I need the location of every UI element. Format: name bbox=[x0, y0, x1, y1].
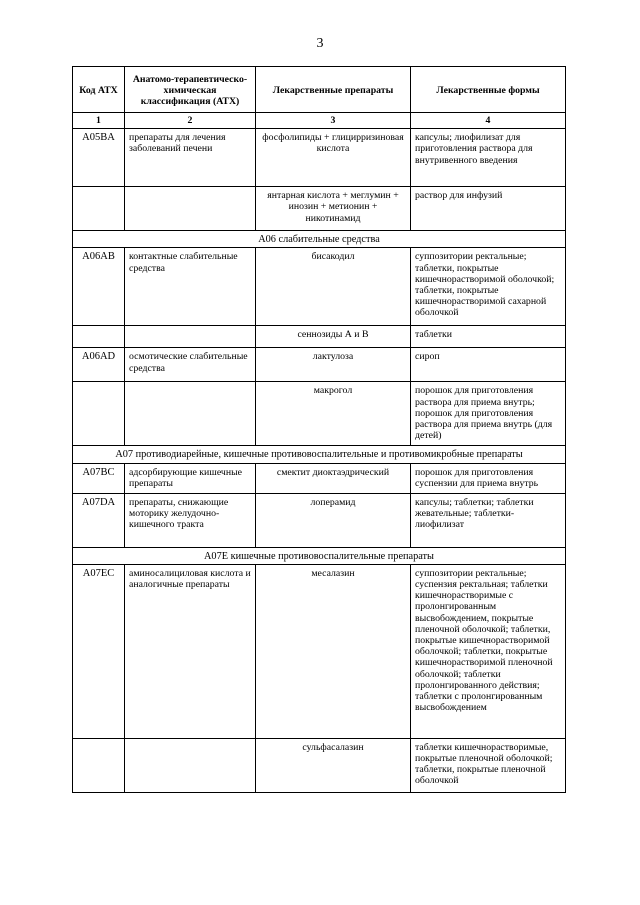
table-row bbox=[73, 463, 566, 493]
column-number: 3 bbox=[256, 113, 411, 129]
drug-forms: сироп bbox=[411, 348, 566, 382]
atx-class: аминосалициловая кислота и аналогичные препараты bbox=[125, 564, 256, 738]
drug-name: янтарная кислота + меглумин + инозин + метионин + никотинамид bbox=[256, 187, 411, 231]
group-row bbox=[73, 231, 566, 248]
header-drugs: Лекарственные препараты bbox=[256, 67, 411, 113]
atx-class-empty bbox=[125, 738, 256, 792]
atx-class: препараты, снижающие моторику желудочно-кишечного тракта bbox=[125, 493, 256, 547]
group-row bbox=[73, 547, 566, 564]
drug-name: сеннозиды А и В bbox=[256, 326, 411, 348]
drug-name: лоперамид bbox=[256, 493, 411, 547]
atx-code-empty bbox=[73, 326, 125, 348]
group-heading: A07 противодиарейные, кишечные противовоспалительные и противомикробные препараты bbox=[73, 446, 566, 463]
table-row bbox=[73, 382, 566, 446]
atx-code-empty bbox=[73, 738, 125, 792]
drug-name: смектит диоктаэдрический bbox=[256, 463, 411, 493]
atx-class-empty bbox=[125, 382, 256, 446]
table-row bbox=[73, 187, 566, 231]
atx-code: A05BA bbox=[73, 129, 125, 187]
header-forms: Лекарственные формы bbox=[411, 67, 566, 113]
drug-name: месалазин bbox=[256, 564, 411, 738]
drug-name: фосфолипиды + глицирризиновая кислота bbox=[256, 129, 411, 187]
column-number: 4 bbox=[411, 113, 566, 129]
atx-code: A06AB bbox=[73, 248, 125, 326]
group-row bbox=[73, 446, 566, 463]
atx-code: A07BC bbox=[73, 463, 125, 493]
atx-code: A07DA bbox=[73, 493, 125, 547]
drug-forms: таблетки bbox=[411, 326, 566, 348]
table-row bbox=[73, 564, 566, 738]
column-number-row bbox=[73, 113, 566, 129]
header-classification: Анатомо-терапевтическо-химическая классификация (АТХ) bbox=[125, 67, 256, 113]
atx-table bbox=[72, 66, 566, 793]
table-row bbox=[73, 129, 566, 187]
drug-name: сульфасалазин bbox=[256, 738, 411, 792]
header-row bbox=[73, 67, 566, 113]
drug-forms: порошок для приготовления суспензии для приема внутрь bbox=[411, 463, 566, 493]
drug-forms: суппозитории ректальные; суспензия ректальная; таблетки кишечнорастворимые с пролонгированным высвобождением, покрытые пленочной оболочкой; таблетки, покрытые кишечнорастворимой оболочкой; таблетки, покрытые кишечнорастворимой пленочной оболочкой; таблетки пролонгированного действия; таблетки с пролонгированным высвобождением bbox=[411, 564, 566, 738]
atx-code: A06AD bbox=[73, 348, 125, 382]
drug-name: макрогол bbox=[256, 382, 411, 446]
table-row bbox=[73, 248, 566, 326]
atx-code-empty bbox=[73, 382, 125, 446]
drug-forms: таблетки кишечнорастворимые, покрытые пленочной оболочкой; таблетки, покрытые пленочной оболочкой bbox=[411, 738, 566, 792]
atx-class: препараты для лечения заболеваний печени bbox=[125, 129, 256, 187]
table-row bbox=[73, 738, 566, 792]
atx-code-empty bbox=[73, 187, 125, 231]
table-row bbox=[73, 348, 566, 382]
group-heading: A07E кишечные противовоспалительные препараты bbox=[73, 547, 566, 564]
drug-forms: капсулы; лиофилизат для приготовления раствора для внутривенного введения bbox=[411, 129, 566, 187]
drug-name: бисакодил bbox=[256, 248, 411, 326]
atx-class: контактные слабительные средства bbox=[125, 248, 256, 326]
group-heading: A06 слабительные средства bbox=[73, 231, 566, 248]
drug-forms: порошок для приготовления раствора для приема внутрь; порошок для приготовления раствора для приема внутрь (для детей) bbox=[411, 382, 566, 446]
column-number: 2 bbox=[125, 113, 256, 129]
atx-class-empty bbox=[125, 326, 256, 348]
header-code: Код АТХ bbox=[73, 67, 125, 113]
atx-class-empty bbox=[125, 187, 256, 231]
table-row bbox=[73, 326, 566, 348]
drug-name: лактулоза bbox=[256, 348, 411, 382]
column-number: 1 bbox=[73, 113, 125, 129]
drug-forms: суппозитории ректальные; таблетки, покрытые кишечнорастворимой оболочкой; таблетки, покрытые кишечнорастворимой сахарной оболочкой bbox=[411, 248, 566, 326]
atx-class: осмотические слабительные средства bbox=[125, 348, 256, 382]
drug-forms: капсулы; таблетки; таблетки жевательные; таблетки-лиофилизат bbox=[411, 493, 566, 547]
table-row bbox=[73, 493, 566, 547]
atx-code: A07EC bbox=[73, 564, 125, 738]
atx-class: адсорбирующие кишечные препараты bbox=[125, 463, 256, 493]
drug-forms: раствор для инфузий bbox=[411, 187, 566, 231]
page-number: 3 bbox=[316, 36, 324, 51]
